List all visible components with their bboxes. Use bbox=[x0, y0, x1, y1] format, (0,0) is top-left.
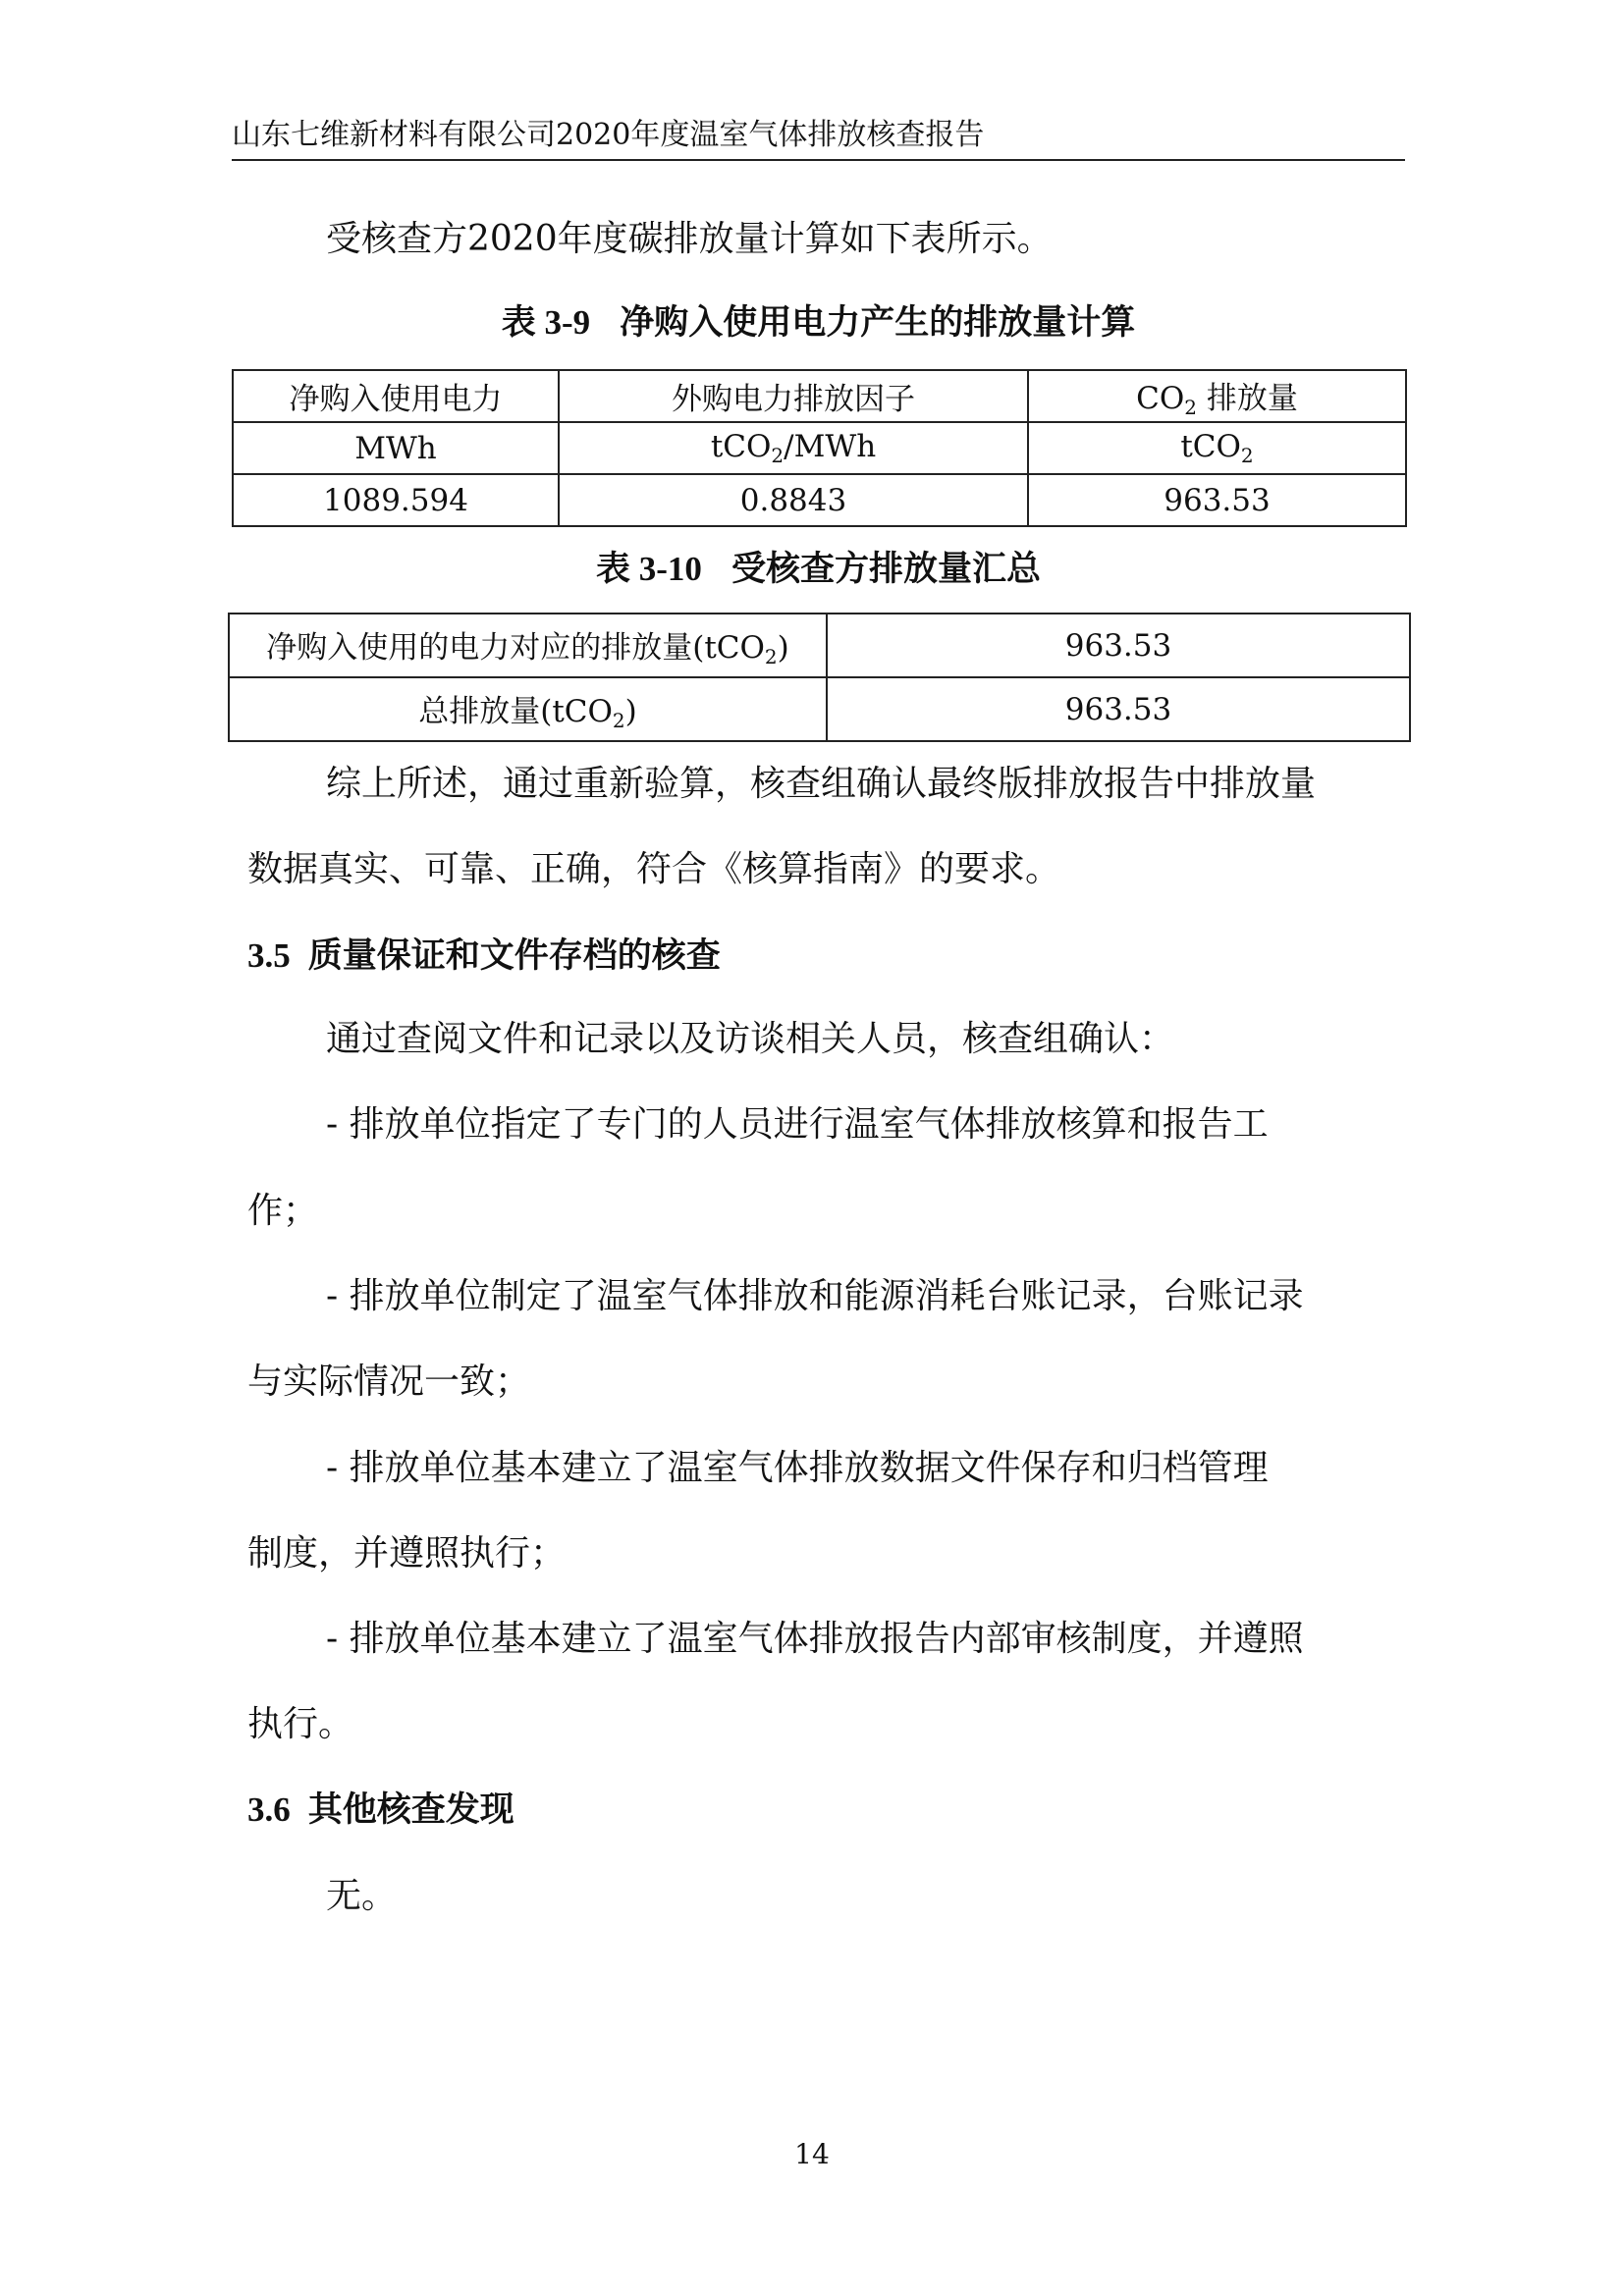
header-cell-electricity: 净购入使用电力 bbox=[233, 370, 559, 422]
header-cell-factor: 外购电力排放因子 bbox=[559, 370, 1028, 422]
table-row bbox=[229, 677, 1410, 741]
value-cell-factor: 0.8843 bbox=[559, 474, 1028, 526]
table2-caption-text: 受核查方排放量汇总 bbox=[731, 550, 1041, 589]
header-rule bbox=[232, 159, 1405, 161]
section-3-5-heading: 3.5 质量保证和文件存档的核查 bbox=[247, 936, 721, 976]
list-item-2-line-1: - 排放单位制定了温室气体排放和能源消耗台账记录，台账记录 bbox=[326, 1276, 1304, 1316]
list-item-4-line-2: 执行。 bbox=[247, 1704, 354, 1744]
list-item-2-line-2: 与实际情况一致； bbox=[247, 1362, 531, 1402]
value-cell-emission: 963.53 bbox=[1028, 474, 1406, 526]
running-header: 山东七维新材料有限公司2020年度温室气体排放核查报告 bbox=[232, 118, 985, 152]
table-unit-row bbox=[233, 422, 1406, 474]
unit-cell-emission: tCO$_2$ bbox=[1028, 422, 1406, 474]
section-3-6-body: 无。 bbox=[326, 1876, 398, 1916]
table-row bbox=[229, 614, 1410, 677]
table1-caption-text: 净购入使用电力产生的排放量计算 bbox=[620, 303, 1136, 343]
list-item-3-line-2: 制度，并遵照执行； bbox=[247, 1533, 567, 1574]
section-3-5-intro: 通过查阅文件和记录以及访谈相关人员，核查组确认： bbox=[326, 1019, 1175, 1059]
summary-label-cell: 净购入使用的电力对应的排放量(tCO$_2$) bbox=[229, 614, 827, 677]
unit-cell-electricity: MWh bbox=[233, 422, 559, 474]
table-header-row bbox=[233, 370, 1406, 422]
table2-caption bbox=[232, 546, 1405, 593]
summary-label-cell: 总排放量(tCO$_2$) bbox=[229, 677, 827, 741]
list-item-4-line-1: - 排放单位基本建立了温室气体排放报告内部审核制度，并遵照 bbox=[326, 1619, 1304, 1659]
page-number: 14 bbox=[794, 2138, 830, 2170]
list-item-3-line-1: - 排放单位基本建立了温室气体排放数据文件保存和归档管理 bbox=[326, 1448, 1269, 1488]
table2-caption-number: 表 3-10 bbox=[596, 550, 702, 588]
header-cell-emission: $CO_2$ 排放量 bbox=[1028, 370, 1406, 422]
list-item-1-line-1: - 排放单位指定了专门的人员进行温室气体排放核算和报告工 bbox=[326, 1104, 1269, 1145]
conclusion-line-1: 综上所述，通过重新验算，核查组确认最终版排放报告中排放量 bbox=[326, 764, 1317, 804]
value-cell-electricity: 1089.594 bbox=[233, 474, 559, 526]
unit-cell-factor: tCO$_2$/MWh bbox=[559, 422, 1028, 474]
summary-value-cell: 963.53 bbox=[827, 677, 1410, 741]
table1-caption-number: 表 3-9 bbox=[501, 303, 591, 342]
list-item-1-line-2: 作； bbox=[247, 1191, 319, 1231]
summary-value-cell: 963.53 bbox=[827, 614, 1410, 677]
electricity-emission-table bbox=[232, 369, 1407, 527]
intro-paragraph: 受核查方2020年度碳排放量计算如下表所示。 bbox=[326, 219, 1053, 259]
emission-summary-table bbox=[228, 613, 1411, 742]
section-3-6-heading: 3.6 其他核查发现 bbox=[247, 1790, 514, 1830]
table1-caption bbox=[232, 299, 1405, 347]
table-value-row bbox=[233, 474, 1406, 526]
conclusion-line-2: 数据真实、可靠、正确，符合《核算指南》的要求。 bbox=[247, 849, 1061, 889]
